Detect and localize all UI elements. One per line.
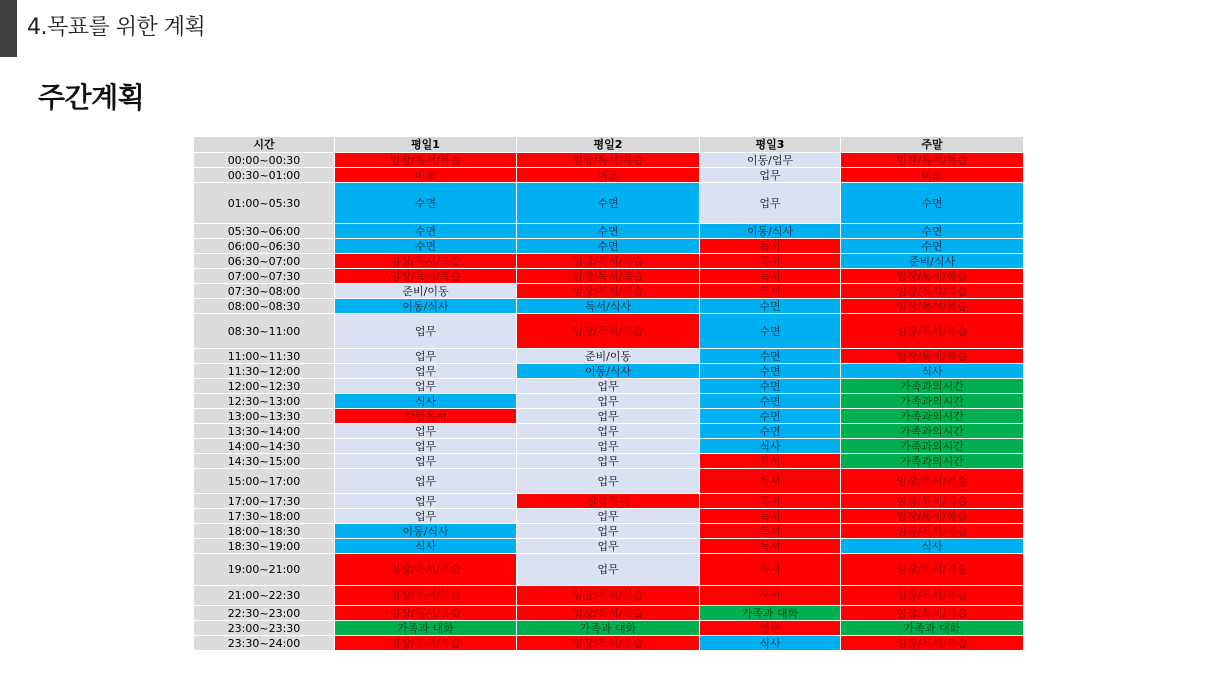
schedule-cell: 업무: [335, 349, 517, 364]
time-cell: 23:00~23:30: [194, 621, 335, 636]
schedule-cell: 업무: [700, 168, 841, 183]
table-row: [194, 454, 1024, 469]
schedule-cell: 독서: [700, 454, 841, 469]
schedule-cell: 임장/독서/복습: [841, 524, 1024, 539]
schedule-cell: 업무: [700, 183, 841, 224]
time-cell: 11:30~12:00: [194, 364, 335, 379]
table-row: [194, 439, 1024, 454]
table-row: [194, 554, 1024, 586]
table-row: [194, 621, 1024, 636]
schedule-cell: 임장/독서/복습: [841, 299, 1024, 314]
schedule-cell: 업무: [335, 469, 517, 494]
schedule-cell: 업무: [335, 424, 517, 439]
table-row: [194, 224, 1024, 239]
schedule-cell: 업무: [700, 621, 841, 636]
schedule-cell: 식사: [841, 364, 1024, 379]
schedule-cell: 임장/독서/복습: [841, 494, 1024, 509]
table-row: [194, 524, 1024, 539]
header-weekday1: 평일1: [335, 137, 517, 153]
table-row: [194, 494, 1024, 509]
schedule-cell: 임장/독서/복습: [841, 153, 1024, 168]
time-cell: 18:30~19:00: [194, 539, 335, 554]
table-row: [194, 469, 1024, 494]
table-row: [194, 299, 1024, 314]
schedule-cell: 가족과 대화: [700, 606, 841, 621]
schedule-cell: 업무: [517, 379, 700, 394]
time-cell: 14:30~15:00: [194, 454, 335, 469]
schedule-cell: 임장/독서/복습: [841, 554, 1024, 586]
time-cell: 19:00~21:00: [194, 554, 335, 586]
header-weekday2: 평일2: [517, 137, 700, 153]
schedule-cell: 준비/이동: [517, 349, 700, 364]
schedule-cell: 미모: [335, 168, 517, 183]
schedule-cell: 임장/독서/복습: [335, 586, 517, 606]
schedule-cell: 업무: [335, 314, 517, 349]
table-row: [194, 284, 1024, 299]
schedule-cell: 준비/이동: [335, 284, 517, 299]
time-cell: 12:30~13:00: [194, 394, 335, 409]
schedule-cell: 수면: [517, 183, 700, 224]
time-cell: 05:30~06:00: [194, 224, 335, 239]
schedule-cell: 독서: [700, 494, 841, 509]
schedule-cell: 임장/독서/복습: [841, 509, 1024, 524]
schedule-cell: 임장/독서/복습: [517, 284, 700, 299]
schedule-cell: 임장/독서/복습: [335, 554, 517, 586]
time-cell: 07:00~07:30: [194, 269, 335, 284]
schedule-cell: 독서: [700, 524, 841, 539]
schedule-cell: 미모: [517, 168, 700, 183]
schedule-cell: 임장/독서/복습: [335, 269, 517, 284]
schedule-cell: 임장/독서/복습: [517, 636, 700, 651]
schedule-cell: 임장/독서/복습: [841, 349, 1024, 364]
schedule-cell: 이동/식사: [335, 299, 517, 314]
schedule-cell: 수면: [335, 239, 517, 254]
schedule-cell: 업무: [517, 439, 700, 454]
schedule-cell: 임장/독서/복습: [841, 284, 1024, 299]
table-row: [194, 239, 1024, 254]
schedule-cell: 준비/식사: [841, 254, 1024, 269]
schedule-cell: 업무: [517, 509, 700, 524]
schedule-cell: 업무: [517, 409, 700, 424]
schedule-cell: 식사: [335, 394, 517, 409]
table-row: [194, 379, 1024, 394]
schedule-cell: 업무: [517, 394, 700, 409]
schedule-cell: 가족과의시간: [841, 409, 1024, 424]
weekly-schedule-table: [193, 136, 1024, 651]
time-cell: 18:00~18:30: [194, 524, 335, 539]
schedule-cell: 독서: [700, 284, 841, 299]
time-cell: 11:00~11:30: [194, 349, 335, 364]
schedule-cell: 업무: [335, 454, 517, 469]
schedule-cell: 업무: [335, 364, 517, 379]
schedule-cell: 수면: [517, 224, 700, 239]
time-cell: 21:00~22:30: [194, 586, 335, 606]
schedule-cell: 독서: [700, 269, 841, 284]
time-cell: 17:00~17:30: [194, 494, 335, 509]
schedule-cell: 임장/독서/복습: [517, 314, 700, 349]
schedule-cell: 식사: [335, 539, 517, 554]
table-row: [194, 168, 1024, 183]
schedule-cell: 독서: [700, 239, 841, 254]
schedule-cell: 업무: [517, 454, 700, 469]
schedule-cell: 수면: [335, 224, 517, 239]
schedule-cell: 독서/식사: [517, 299, 700, 314]
table-row: [194, 539, 1024, 554]
schedule-cell: 수면: [700, 364, 841, 379]
schedule-cell: 독서: [700, 554, 841, 586]
schedule-cell: 수면: [841, 224, 1024, 239]
schedule-cell: 임장/독서/복습: [841, 469, 1024, 494]
table-row: [194, 349, 1024, 364]
schedule-cell: 가족과의시간: [841, 379, 1024, 394]
time-cell: 14:00~14:30: [194, 439, 335, 454]
time-cell: 08:30~11:00: [194, 314, 335, 349]
schedule-cell: 임장/독서/복습: [517, 153, 700, 168]
schedule-cell: 임장/독서/복습: [335, 254, 517, 269]
table-row: [194, 606, 1024, 621]
schedule-cell: 업무: [517, 469, 700, 494]
table-row: [194, 586, 1024, 606]
schedule-cell: 가족과의시간: [841, 454, 1024, 469]
table-row: [194, 254, 1024, 269]
time-cell: 00:30~01:00: [194, 168, 335, 183]
schedule-cell: 업무: [517, 424, 700, 439]
schedule-cell: 칼럼독서: [517, 494, 700, 509]
time-cell: 08:00~08:30: [194, 299, 335, 314]
table-row: [194, 153, 1024, 168]
schedule-cell: 독서: [700, 586, 841, 606]
table-row: [194, 636, 1024, 651]
schedule-cell: 임장/독서/복습: [841, 606, 1024, 621]
time-cell: 13:00~13:30: [194, 409, 335, 424]
header-weekend: 주말: [841, 137, 1024, 153]
time-cell: 06:00~06:30: [194, 239, 335, 254]
table-row: [194, 409, 1024, 424]
schedule-cell: 수면: [841, 239, 1024, 254]
schedule-cell: 임장/독서/복습: [841, 636, 1024, 651]
schedule-cell: 업무: [517, 524, 700, 539]
table-row: [194, 509, 1024, 524]
time-cell: 06:30~07:00: [194, 254, 335, 269]
schedule-cell: 임장/독서/복습: [841, 314, 1024, 349]
schedule-cell: 가족과 대화: [841, 621, 1024, 636]
schedule-cell: 수면: [700, 379, 841, 394]
schedule-cell: 독서: [700, 254, 841, 269]
schedule-cell: 업무: [335, 439, 517, 454]
schedule-cell: 가족과 대화: [517, 621, 700, 636]
time-cell: 15:00~17:00: [194, 469, 335, 494]
table-row: [194, 394, 1024, 409]
schedule-cell: 이동/식사: [517, 364, 700, 379]
schedule-cell: 수면: [700, 424, 841, 439]
schedule-cell: 업무: [517, 539, 700, 554]
schedule-cell: 수면: [700, 299, 841, 314]
schedule-cell: 업무: [335, 509, 517, 524]
schedule-cell: 수면: [335, 183, 517, 224]
schedule-cell: 칼럼독서: [335, 409, 517, 424]
schedule-cell: 가족과의시간: [841, 439, 1024, 454]
schedule-cell: 임장/독서/복습: [335, 153, 517, 168]
schedule-cell: 이동/식사: [335, 524, 517, 539]
schedule-cell: 임장/독서/복습: [335, 636, 517, 651]
schedule-cell: 임장/독서/복습: [841, 586, 1024, 606]
schedule-cell: 독서: [700, 539, 841, 554]
schedule-cell: 가족과의시간: [841, 394, 1024, 409]
schedule-cell: 수면: [700, 394, 841, 409]
schedule-cell: 수면: [700, 349, 841, 364]
schedule-cell: 가족과의시간: [841, 424, 1024, 439]
schedule-cell: 수면: [700, 314, 841, 349]
schedule-cell: 임장/독서/복습: [517, 606, 700, 621]
table-row: [194, 424, 1024, 439]
table-row: [194, 314, 1024, 349]
time-cell: 13:30~14:00: [194, 424, 335, 439]
time-cell: 22:30~23:00: [194, 606, 335, 621]
schedule-cell: 식사: [700, 636, 841, 651]
page-heading: 주간계획: [38, 81, 145, 114]
section-title: 4.목표를 위한 계획: [27, 15, 206, 40]
schedule-cell: 수면: [700, 409, 841, 424]
schedule-cell: 업무: [335, 494, 517, 509]
time-cell: 07:30~08:00: [194, 284, 335, 299]
time-cell: 01:00~05:30: [194, 183, 335, 224]
schedule-cell: 식사: [700, 439, 841, 454]
schedule-cell: 임장/독서/복습: [841, 269, 1024, 284]
schedule-cell: 가족과 대화: [335, 621, 517, 636]
schedule-body: [194, 153, 1024, 651]
schedule-cell: 미모: [841, 168, 1024, 183]
schedule-cell: 수면: [841, 183, 1024, 224]
schedule-cell: 임장/독서/복습: [517, 586, 700, 606]
table-row: [194, 183, 1024, 224]
section-accent-bar: [0, 0, 17, 57]
time-cell: 12:00~12:30: [194, 379, 335, 394]
schedule-cell: 수면: [517, 239, 700, 254]
schedule-cell: 독서: [700, 469, 841, 494]
schedule-cell: 임장/독서/복습: [335, 606, 517, 621]
header-time: 시간: [194, 137, 335, 153]
schedule-cell: 업무: [335, 379, 517, 394]
schedule-cell: 식사: [841, 539, 1024, 554]
schedule-cell: 이동/식사: [700, 224, 841, 239]
header-weekday3: 평일3: [700, 137, 841, 153]
table-header-row: [194, 137, 1024, 153]
schedule-cell: 독서: [700, 509, 841, 524]
schedule-cell: 임장/독서/복습: [517, 254, 700, 269]
time-cell: 23:30~24:00: [194, 636, 335, 651]
schedule-cell: 업무: [517, 554, 700, 586]
time-cell: 00:00~00:30: [194, 153, 335, 168]
table-row: [194, 269, 1024, 284]
schedule-cell: 이동/업무: [700, 153, 841, 168]
time-cell: 17:30~18:00: [194, 509, 335, 524]
schedule-cell: 임장/독서/복습: [517, 269, 700, 284]
table-row: [194, 364, 1024, 379]
